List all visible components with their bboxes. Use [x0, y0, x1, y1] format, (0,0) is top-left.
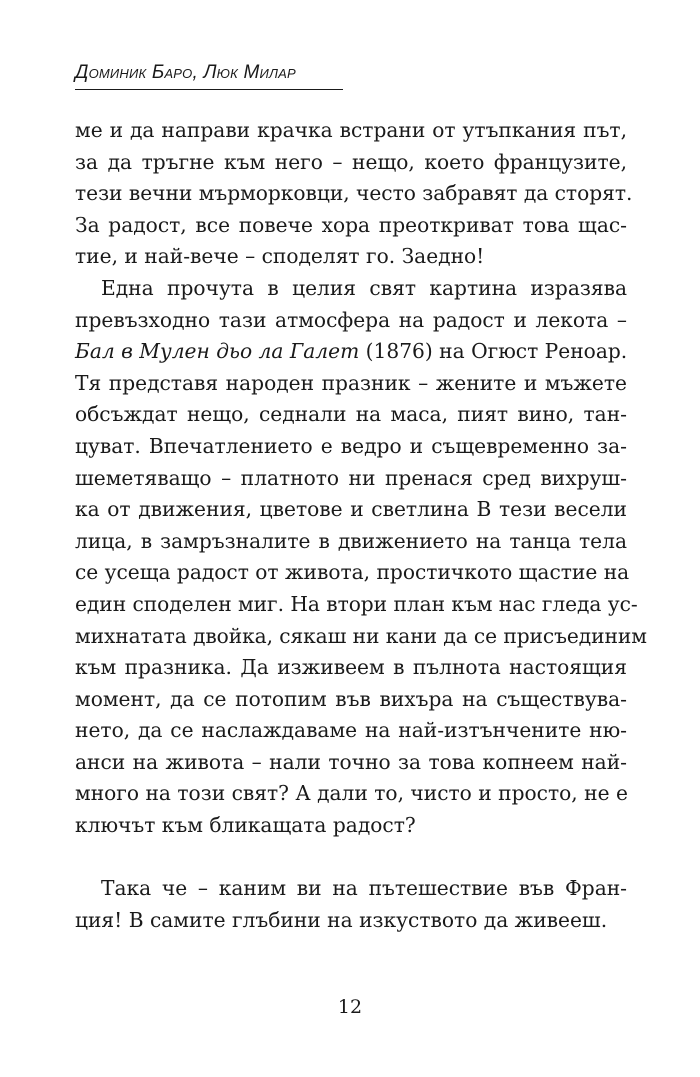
page-number: 12 [337, 996, 363, 1018]
text-line: момент, да се потопим във вихъра на съществува- [75, 686, 627, 711]
text-line: Една прочута в целия свят картина изразява [101, 275, 627, 300]
text-line: Така че – каним ви на пътешествие във Фран- [101, 876, 627, 901]
text-line: цуват. Впечатлението е ведро и същевременно за- [75, 433, 627, 458]
painting-caption: (1876) на Огюст Реноар. [359, 339, 628, 364]
text-line: нето, да се наслаждаваме на най-изтънчените ню- [75, 718, 627, 743]
text-line: ме и да направи крачка встрани от утъпкания път, [75, 118, 627, 142]
header-rule [75, 89, 343, 90]
text-line: тези вечни мърморковци, често забравят да сторят. [75, 181, 633, 206]
painting-title: Бал в Мулен дьо ла Галет [75, 339, 360, 364]
author-name-2: Люк Милар [203, 62, 296, 83]
text-line: за да тръгне към него – нещо, което французите, [75, 149, 627, 174]
body-text [75, 115, 647, 936]
text-line: ключът към бликащата радост? [75, 813, 416, 838]
text-line: За радост, все повече хора преоткриват това щас- [75, 212, 627, 237]
text-line [75, 336, 627, 368]
text-line: лица, в замръзналите в движението на танца тела [75, 528, 627, 553]
text-line: анси на живота – нали точно за това копнеем най- [75, 749, 627, 774]
paragraph-gap [75, 842, 627, 874]
text-line: много на този свят? А дали то, чисто и просто, не е [75, 781, 628, 806]
author-name-1: Доминик Баро [75, 62, 193, 83]
text-line: Тя представя народен празник – жените и мъжете [75, 370, 627, 395]
text-line: към празника. Да изживеем в пълнота настоящия [75, 655, 627, 680]
text-line: михнатата двойка, сякаш ни кани да се присъединим [75, 623, 647, 648]
text-line: превъзходно тази атмосфера на радост и лекота – [75, 307, 627, 332]
text-line: обсъждат нещо, седнали на маса, пият вино, тан- [75, 402, 627, 427]
text-line: тие, и най-вече – споделят го. Заедно! [75, 244, 485, 269]
text-line: ка от движения, цветове и светлина В тези весели [75, 497, 627, 522]
text-line: шеметяващо – платното ни пренася сред вихруш- [75, 465, 627, 490]
running-header [75, 62, 296, 84]
author-separator: , [192, 62, 204, 83]
text-line: ция! В самите глъбини на изкуството да живееш. [75, 907, 608, 932]
text-line: един споделен миг. На втори план към нас гледа ус- [75, 591, 638, 616]
text-line: се усеща радост от живота, простичкото щастие на [75, 560, 630, 585]
